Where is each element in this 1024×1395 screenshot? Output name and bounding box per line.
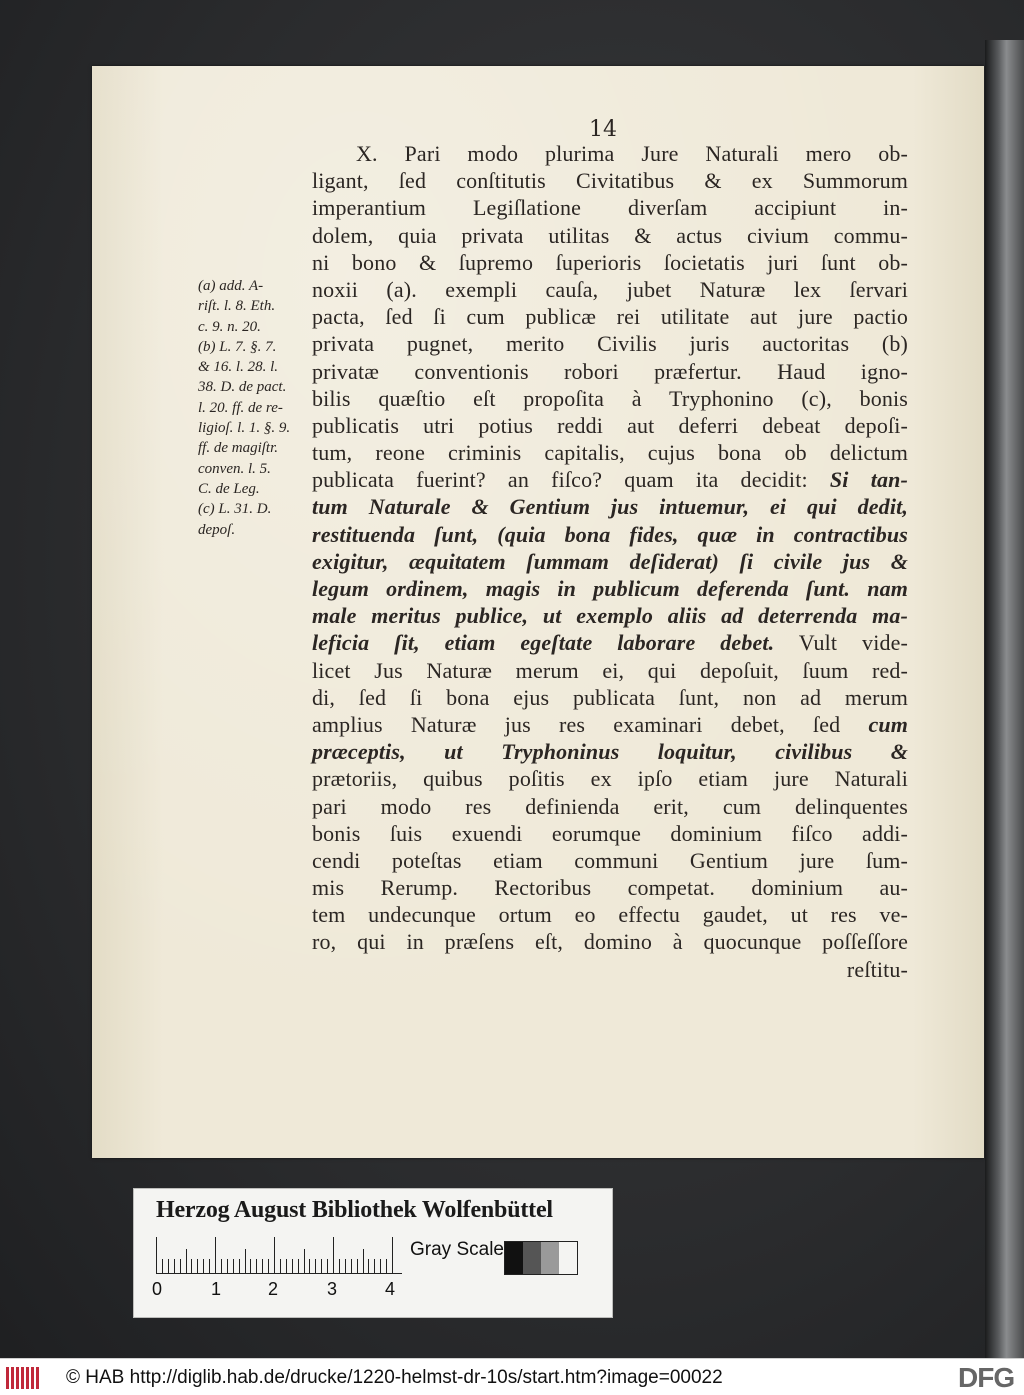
text-line: dolem, quia privata utilitas & actus civium commu-	[312, 222, 908, 248]
text-line: privatæ conventionis robori præfertur. Haud igno-	[312, 358, 908, 384]
ruler-tick	[162, 1259, 163, 1273]
ruler-tick	[233, 1259, 234, 1273]
text-line: cendi poteſtas etiam communi Gentium jure ſum-	[312, 847, 908, 873]
grayscale-swatch	[559, 1242, 577, 1274]
ruler-tick	[392, 1237, 393, 1273]
ruler-tick	[268, 1259, 269, 1273]
text-line: tum, reone criminis capitalis, cujus bona ob delictum	[312, 440, 908, 466]
ruler-tick	[280, 1259, 281, 1273]
ruler-tick	[156, 1237, 157, 1273]
italic-segment: leficia ſit, etiam egeſtate laborare debet.	[312, 630, 775, 656]
margin-note-line: c. 9. n. 20.	[198, 318, 261, 335]
ruler-tick	[250, 1259, 251, 1273]
ruler-scale	[156, 1237, 402, 1273]
ruler-tick	[304, 1249, 305, 1273]
text-line-composite	[312, 738, 908, 765]
ruler-tick	[245, 1249, 246, 1273]
page-number: 14	[589, 117, 617, 142]
ruler-tick	[374, 1259, 375, 1273]
ruler-tick	[239, 1259, 240, 1273]
margin-note-line: C. de Leg.	[198, 480, 260, 497]
margin-note-line: (a) add. A-	[198, 278, 264, 294]
ruler-number: 3	[327, 1279, 338, 1299]
ruler-tick	[215, 1237, 216, 1273]
margin-note-line: riſt. l. 8. Eth.	[198, 298, 276, 315]
ruler-tick	[386, 1259, 387, 1273]
text-line: prætoriis, quibus poſitis ex ipſo etiam jure Naturali	[312, 766, 908, 792]
text-segment: publicata fuerint? an fiſco? quam ita decidit:	[312, 467, 808, 493]
ruler-tick	[191, 1259, 192, 1273]
margin-note-line: 38. D. de pact.	[198, 379, 287, 396]
text-line: restituenda ſunt, (quia bona fides, quæ in contractibus	[312, 521, 908, 547]
ruler-tick	[197, 1259, 198, 1273]
ruler-tick	[274, 1237, 275, 1273]
ruler-tick	[174, 1259, 175, 1273]
margin-note-line: (b) L. 7. §. 7.	[198, 338, 277, 355]
ruler-tick	[315, 1259, 316, 1273]
italic-segment: civilibus &	[775, 739, 908, 765]
ruler-tick	[380, 1259, 381, 1273]
margin-note-line: l. 20. ff. de re-	[198, 399, 283, 416]
dfg-logo: DFG	[958, 1362, 1015, 1393]
ruler-number: 4	[385, 1279, 396, 1299]
ruler-number: 1	[211, 1279, 222, 1299]
ruler-tick	[256, 1259, 257, 1273]
text-line: male meritus publice, ut exemplo aliis ad deterrenda ma-	[312, 603, 908, 629]
ruler-tick	[203, 1259, 204, 1273]
grayscale-swatch	[523, 1242, 541, 1274]
ruler-tick	[368, 1259, 369, 1273]
ruler-number: 2	[268, 1279, 279, 1299]
ruler-tick	[333, 1237, 334, 1273]
grayscale-label: Gray Scale	[410, 1239, 504, 1260]
grayscale-swatch	[505, 1242, 523, 1274]
ruler-tick	[227, 1259, 228, 1273]
text-line-composite	[312, 711, 908, 738]
ruler-number: 0	[152, 1279, 163, 1299]
italic-segment: Naturale & Gentium jus intuemur, ei qui dedit,	[368, 494, 908, 520]
italic-segment: cum	[868, 711, 908, 737]
text-line: privata pugnet, merito Civilis juris auctoritas (b)	[312, 331, 908, 357]
margin-note-line: conven. l. 5.	[198, 460, 271, 477]
ruler-tick	[292, 1259, 293, 1273]
text-line: ni bono & ſupremo ſuperioris ſocietatis juri ſunt ob-	[312, 249, 908, 275]
ruler-tick	[309, 1259, 310, 1273]
text-line: ro, qui in præſens eſt, domino à quocunque poſſeſſore	[312, 929, 908, 955]
margin-note-line: ligioſ. l. 1. §. 9.	[198, 420, 291, 437]
text-line: pacta, ſed ſi cum publicæ rei utilitate aut jure pactio	[312, 304, 908, 330]
ruler-tick	[209, 1259, 210, 1273]
ruler-tick	[339, 1259, 340, 1273]
ruler-tick	[357, 1259, 358, 1273]
margin-note-line: (c) L. 31. D.	[198, 501, 272, 518]
italic-segment: Si tan-	[829, 467, 908, 493]
grayscale-swatches	[504, 1241, 578, 1275]
grayscale-swatch	[541, 1242, 559, 1274]
color-scale-card	[133, 1188, 613, 1318]
text-line: X. Pari modo plurima Jure Naturali mero ob-	[356, 141, 908, 166]
ruler-tick	[286, 1259, 287, 1273]
ruler-tick	[168, 1259, 169, 1273]
text-line: exigitur, æquitatem ſummam deſiderat) ſi civile jus &	[312, 548, 908, 574]
library-title: Herzog August Bibliothek Wolfenbüttel	[156, 1197, 553, 1223]
text-line: mis Rerump. Rectoribus competat. dominium au-	[312, 875, 908, 901]
ruler-tick	[186, 1249, 187, 1273]
ruler-tick	[321, 1259, 322, 1273]
italic-segment: præceptis, ut Tryphoninus loquitur,	[312, 739, 737, 765]
text-line: noxii (a). exempli cauſa, jubet Naturæ lex ſervari	[312, 276, 908, 302]
footer-bar	[0, 1358, 1024, 1395]
ruler-tick	[327, 1259, 328, 1273]
book-edge	[985, 40, 1024, 1360]
text-segment: amplius Naturæ jus res examinari debet, ſed	[312, 711, 841, 737]
catchword: reſtitu-	[846, 956, 908, 982]
text-line-composite	[312, 629, 908, 656]
ruler-tick	[345, 1259, 346, 1273]
body-text	[312, 140, 908, 983]
margin-note-line: depoſ.	[198, 521, 236, 538]
ruler-tick	[363, 1249, 364, 1273]
text-line: tem undecunque ortum eo effectu gaudet, ut res ve-	[312, 902, 908, 928]
text-line-composite	[312, 493, 908, 520]
copyright-url[interactable]: © HAB http://diglib.hab.de/drucke/1220-helmst-dr-10s/start.htm?image=00022	[66, 1367, 723, 1388]
margin-notes	[198, 276, 310, 540]
margin-note-line: & 16. l. 28. l.	[198, 359, 279, 376]
margin-note-line: ff. de magiſtr.	[198, 440, 279, 457]
ruler-tick	[298, 1259, 299, 1273]
text-segment: Vult vide-	[798, 630, 908, 656]
ruler-tick	[262, 1259, 263, 1273]
text-line: di, ſed ſi bona ejus publicata ſunt, non ad merum	[312, 684, 908, 710]
text-line: publicatis utri potius reddi aut deferri debeat depoſi-	[312, 412, 908, 438]
ruler-baseline	[156, 1273, 402, 1274]
ruler-tick	[221, 1259, 222, 1273]
ruler-tick	[351, 1259, 352, 1273]
text-line: bonis ſuis exuendi eorumque dominium fiſco addi-	[312, 820, 908, 846]
italic-segment: tum	[312, 494, 348, 520]
text-line: bilis quæſtio eſt propoſita à Tryphonino (c), bonis	[312, 385, 908, 411]
text-line-composite	[312, 466, 908, 493]
text-line: legum ordinem, magis in publicum deferenda ſunt. nam	[312, 576, 908, 601]
text-line: licet Jus Naturæ merum ei, qui depoſuit, ſuum red-	[312, 657, 908, 683]
hab-logo-icon	[6, 1367, 44, 1389]
text-line: imperantium Legiſlatione diverſam accipiunt in-	[312, 195, 908, 221]
text-line: pari modo res definienda erit, cum delinquentes	[312, 793, 908, 819]
text-line: ligant, ſed conſtitutis Civitatibus & ex Summorum	[312, 168, 908, 194]
ruler-tick	[180, 1259, 181, 1273]
